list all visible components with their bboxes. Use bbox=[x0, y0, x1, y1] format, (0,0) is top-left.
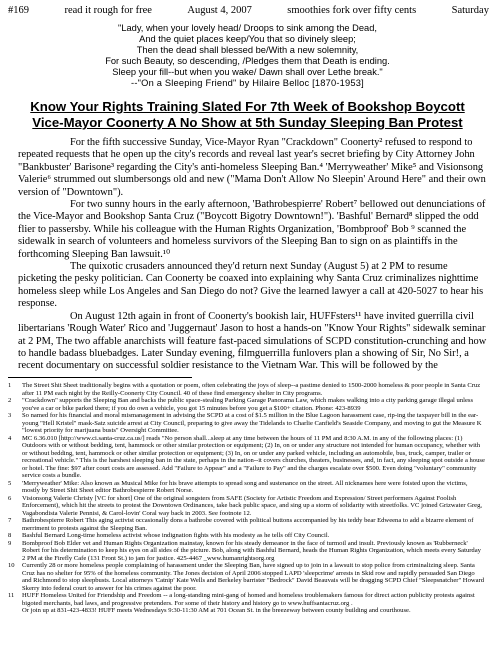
footnote bbox=[8, 532, 485, 540]
footnote bbox=[8, 412, 485, 435]
footnote-text: Bombproof Bob Elder vet and Human Rights Organization mainstay, known for his steady demeanor in the face of turmoil and insult. Previously known as 'Rubberneck' Robert for his determination to keep his eyes on all sides of the picture. Bob, along with Bashful Bernard, heads the Human Rights Organization, which meets every Saturday 2 PM at the Firefly Cafe (131 Front St.) to jam for justice. 425-4467 _www.humanrightsorg.org bbox=[22, 539, 481, 562]
footnote bbox=[8, 517, 485, 532]
footnote bbox=[8, 495, 485, 518]
footnote-text: 'Merryweather' Mike: Also known as Musical Mike for his brave attempts to spread song and sustenance on the street. All nicknames here were foisted upon the victims, mostly by Street Shit Sheet editor Bathrobespierre Robert Norse. bbox=[22, 479, 468, 494]
epigraph-line: "Lady, when your lovely head/ Droops to sink among the Dead, bbox=[118, 23, 377, 33]
footnote-text: Currently 28 or more homeless people complaining of harassment under the Sleeping Ban, have signed up to join in a lawsuit to stop police from criminalizing sleep. Santa Cruz has no shelter for 95% of the homeless community. The Jones decision of April 2006 stopped LAPD 'sleepcrime' arrests in Skid row and rapidly persuaded San Diego and Richmond to stop sleepbusts. Local attorneys 'Catnip' Kate Wells and Berkeley barrister "Bedrock" David Beauvais will be dragging SCPD Chief "Sleepsnatcher" Howard Skerry into federal court to answer for his crimes against the poor. bbox=[22, 562, 485, 592]
epigraph-line: Then the dead shall blessed be/With a new solemnity, bbox=[136, 45, 359, 55]
footnote-text: Bashful Bernard Long-time homeless activist whose indignation fights with his modesty as he tells off City Council. bbox=[22, 532, 330, 539]
footnote-number: 7 bbox=[8, 517, 12, 524]
footnote-text: Bathrobespierre Robert This aging activist occasionally dons a bathrobe covered with political buttons accompanied by his teddy bear Edweena to add a bizarre element of merriment to protests against the Sleeping Ban. bbox=[22, 517, 474, 532]
footnote-text: The Street Shit Sheet traditionally begins with a quotation or poem, often celebrating the joys of sleep--a pastime denied to 1500-2000 homeless & poor people in Santa Cruz after 11 PM each night by the Reilly-Coonerty City Council. 40 of these find emergency shelter in City programs. bbox=[22, 382, 481, 397]
article-paragraph: For the fifth successive Sunday, Vice-Mayor Ryan "Crackdown" Coonerty² refused to respond to repeated requests that he open up the city's records and reveal last year's secret briefing by City Attorney John "Bankbuster' Barisone³ regarding the City's anti-homeless Sleeping Ban.⁴ 'Merryweather' Mike⁵ and Visionsong Valerie⁶ strummed out slumbersongs old and new ("Mama Don't Allow No Sleepin' Around Here" and their own version of "Downtown"). bbox=[18, 137, 486, 198]
epigraph-line: Sleep your fill--but when you wake/ Dawn shall over Lethe break." bbox=[112, 67, 383, 77]
issue-number: #169 bbox=[8, 5, 29, 16]
footnote-text: MC 6.36.010 [http://www.ci.santa-cruz.ca.us/] reads "No person shall...sleep at any time between the hours of 11 PM and 8:30 A.M. in any of the following places: (1) Outdoors with or without bedding, tent, hammock or other similar protection or equipment; (2) In, on or under any structure not intended for human occupancy, whether with or without bedding, tent, hammock or other similar protection or equipment; (3) In, on or under any parked vehicle, including an automobile, bus, truck, camper, trailer or recreational vehicle." This is the harshest sleeping ban in the state, perhaps in the nation--it covers churches, theaters, businesses, and, in fact, any sleeping spot outside a house or hotel. The fine: $97 after court costs are assessed. Add "Failure to Appear" and a "Failure to Pay" and the charges escalate over $500. Even doing "voluntary" community service costs a bundle. bbox=[22, 434, 485, 479]
epigraph-attribution: --"On a Sleeping Friend" by Hilaire Belloc [1870-1953] bbox=[131, 78, 364, 88]
footnote-text: So named for his financial and moral mismanagement in advising the SCPD at a cost of $1.5 million in the Blue Lagoon harassment case, rip-ing the taxpayer bill in the ear-young "Hell Kristel" mask-Satz suicide arrest at City Council, preparing to give away the Tidelands to Charlie Canfield's Seaside Company, and moving to gut the Measure K "lowest priority for marijuana busts" Oversight Committee. bbox=[22, 412, 482, 434]
footnote-text: Visionsong Valerie Christy [VC for short] One of the original songsters from SAFE (Society for Artistic Freedom and Expression/ Street performers Against Foolish Enforcement), which hit the streets to protest the Downtown Ordinances, take back public space, and sing up a storm of solidarity with streetfolks. VC joined Grizwater Greg, Vagabondista Valerie Pennisi, & Carol-lovin' Coral way back in 2003. See footnote 12. bbox=[22, 494, 483, 517]
footnote-divider bbox=[8, 377, 192, 378]
footnote-number: 4 bbox=[8, 434, 12, 442]
footnote-text: "Crackdown" supports the Sleeping Ban and backs the public space-stealing Parking Garage Panorama Law, which makes walking into a city parking garage illegal unless you've a car or bike parked there; if you do own a vehicle, you got 15 minutes before you get a $100+ citation. Phone: 423-8939 bbox=[22, 397, 474, 412]
footnote-number bbox=[8, 607, 22, 615]
price-tag: smoothies fork over fifty cents bbox=[287, 5, 417, 16]
article-paragraph: The quixotic crusaders announced they'd return next Sunday (August 5) at 2 PM to resume picketing the pesky politician. Can Coonerty be coaxed into explaining why Santa Cruz criminalizes nighttime homeless sleep while Los Angeles and San Diego do not? Give the learned lawyer a call at 420-5027 to hear his response. bbox=[18, 261, 484, 310]
article-body bbox=[18, 137, 487, 373]
masthead-line bbox=[8, 4, 489, 17]
masthead-motto: read it rough for free bbox=[64, 5, 152, 16]
footnote-text: HUFF Homeless United for Friendship and Freedom -- a long-standing mini-gang of homed and homeless troublemakers famous for direct action publicity protests against bigoted merchants, bad laws, and progressive pretenders. For some of their history and history go to www.huffsantacruz.org . bbox=[22, 592, 475, 607]
footnotes bbox=[8, 382, 485, 615]
issue-date: August 4, 2007 bbox=[187, 5, 252, 16]
headline-line-1: Know Your Rights Training Slated For 7th Week of Bookshop Boycott bbox=[30, 99, 465, 114]
footnote bbox=[8, 397, 485, 412]
footnote bbox=[8, 540, 485, 563]
footnote-number: 8 bbox=[8, 532, 12, 539]
footnote bbox=[8, 480, 485, 495]
footnote bbox=[8, 592, 485, 607]
headline-line-2: Vice-Mayor Coonerty A No Show at 5th Sunday Sleeping Ban Protest bbox=[32, 115, 463, 130]
footnote-number: 5 bbox=[8, 479, 12, 487]
footnote-number: 6 bbox=[8, 494, 12, 502]
footnote bbox=[8, 562, 485, 592]
footnote bbox=[8, 382, 485, 397]
footnote-number: 9 bbox=[8, 539, 12, 547]
epigraph-line: For such Beauty, so descending, /Pledges them that Death is ending. bbox=[105, 56, 390, 66]
article-paragraph: For two sunny hours in the early afternoon, 'Bathrobespierre' Robert⁷ bellowed out denunciations of the Vice-Mayor and Bookshop Santa Cruz ("Boycott Bigotry Downtown!"). 'Bashful' Bernard⁸ slipped the odd flier to passersby. While his colleague with the Human Rights Organization, 'Bombproof' Bob ⁹ scanned the sidewalk in search of volunteers and homeless survivors of the Sleeping Ban to sign on as plaintiffs in the forthcoming Sleeping Ban lawsuit.¹⁰ bbox=[18, 199, 486, 260]
headline bbox=[6, 99, 489, 131]
footnote-number: 1 bbox=[8, 382, 12, 389]
issue-day: Saturday bbox=[451, 5, 489, 16]
epigraph-poem bbox=[16, 23, 479, 89]
epigraph-line: And the quiet places keep/You that so divinely sleep; bbox=[139, 34, 356, 44]
footnote-number: 3 bbox=[8, 412, 12, 419]
footnote-number: 11 bbox=[8, 592, 15, 599]
footnote-text: Or join up at 831-423-4833! HUFF meets Wednesdays 9:30-11:30 AM at 701 Ocean St. in the breezeway between county building and courthouse. bbox=[22, 607, 411, 614]
footnote-number: 2 bbox=[8, 397, 12, 404]
footnote-continuation bbox=[8, 607, 485, 615]
article-paragraph: On August 12th again in front of Coonerty's bookish lair, HUFFsters¹¹ have invited guerrilla civil libertarians 'Rough Water' Rico and 'Juggernaut' Jason to host a hands-on "Know Your Rights" sidewalk seminar at 2 PM, The two affable anarchists will feature fast-paced simulations of SCPD constitution-crunching and how to handle badass bluebadges. Later Sunday evening, filmguerrilla funlovers plan a showing of Sir, No Sir!, a recent documentary on successful soldier resistance to the Vietnam War. This will be followed by the bbox=[18, 310, 487, 372]
footnote bbox=[8, 435, 485, 480]
footnote-number: 10 bbox=[8, 562, 15, 569]
